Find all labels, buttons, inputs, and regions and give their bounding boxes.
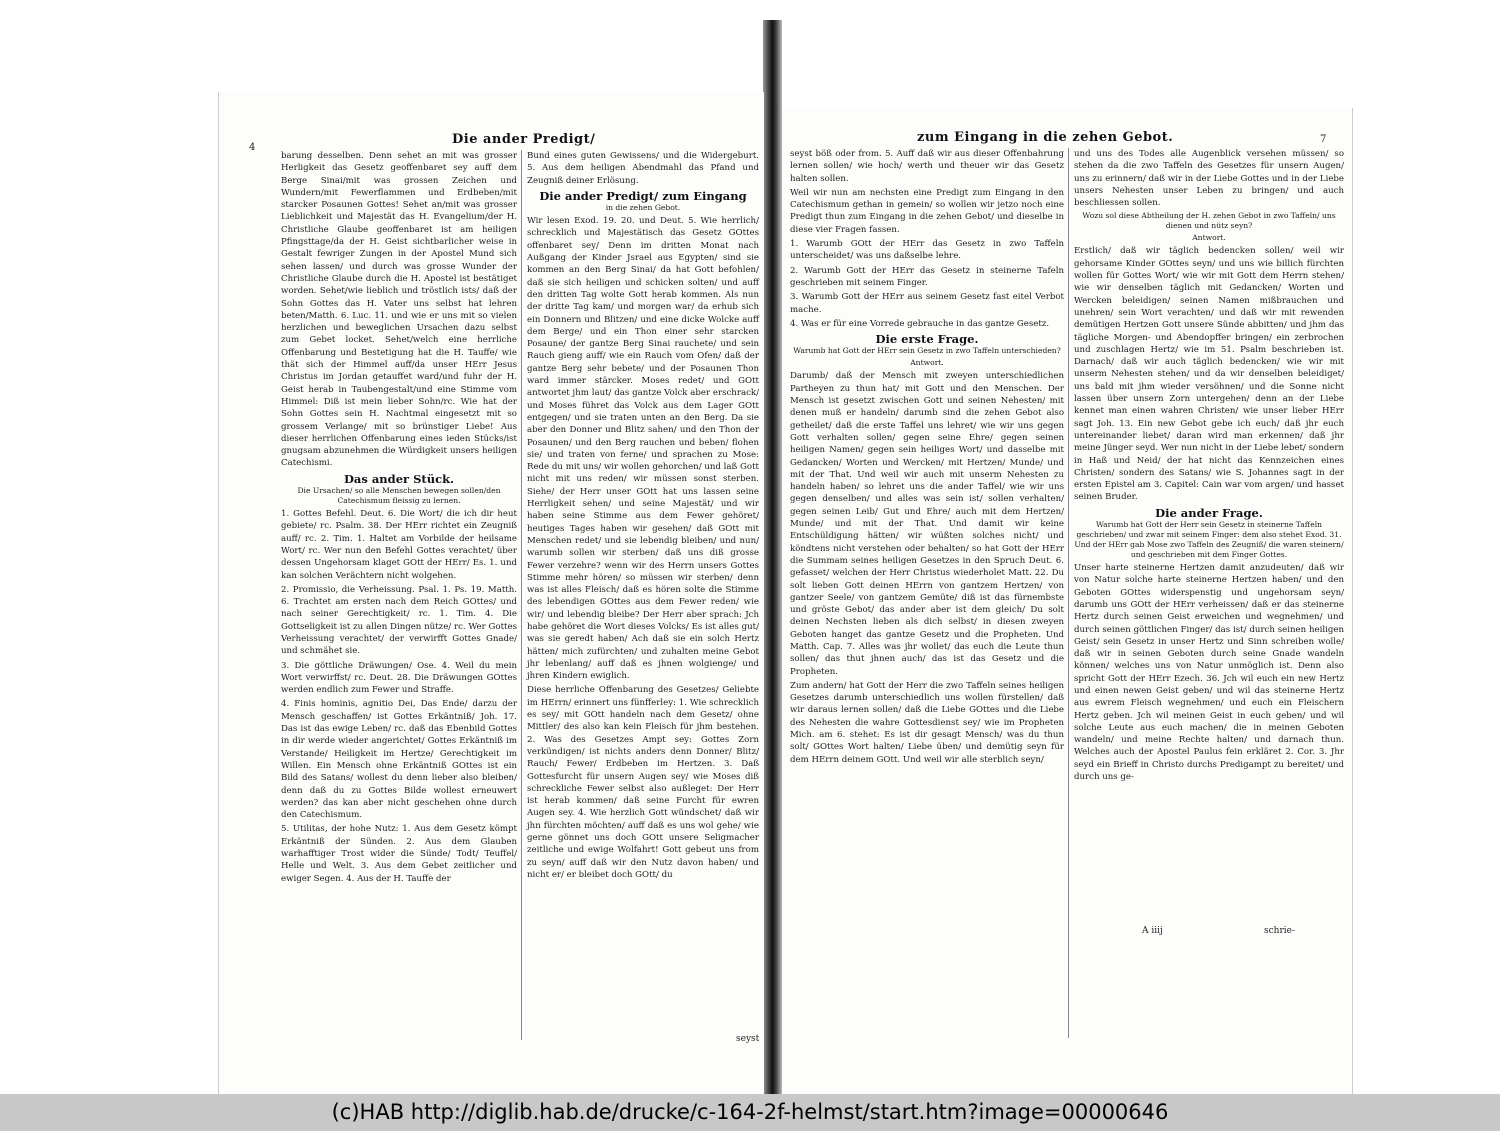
section-title: Die erste Frage. [875, 332, 979, 347]
paragraph: 5. Utilitas, der hohe Nutz: 1. Aus dem Gesetz kömpt Erkäntniß der Sünden. 2. Aus dem Glauben warhafftiger Trost wider die Sünde/ Todt/ Teuffel/ Helle und Welt. 3. Aus dem Gebet zeitlicher und ewiger Segen. 4. Aus der H. Tauffe der [281, 824, 517, 884]
running-head: zum Eingang in die zehen Gebot. [917, 130, 1174, 145]
paragraph: und uns des Todes alle Augenblick versehen müssen/ so stehen da die zwo Taffeln des Gesetzes für unsern Augen/ uns zu erinnern/ daß wir in der Liebe Gottes und in der Liebe unsers Nehesten unser Leben zu bringen/ und auch beschliessen sollen. [1074, 149, 1344, 209]
paragraph: seyst böß oder from. 5. Auff daß wir aus dieser Offenbahrung lernen sollen/ wie hoch/ werth und theuer wir das Gesetz halten sollen. [790, 149, 1064, 184]
right-column-2 [1074, 148, 1344, 1038]
left-column-2 [527, 150, 759, 1040]
page-number: 4 [249, 142, 256, 153]
signature-mark: A iiij [1142, 926, 1163, 936]
running-head: Die ander Predigt/ [452, 132, 596, 147]
paragraph: 2. Promissio, die Verheissung. Psal. 1. Ps. 19. Matth. 6. Trachtet am ersten nach dem Reich GOttes/ und nach seiner Gerechtigkeit/ rc. 1. Tim. 4. Die Gottseligkeit ist zu allen Dingen nütze/ rc. Wer Gottes Verheissung verachtet/ der verwirfft Gottes Gnade/ und schmähet sie. [281, 584, 517, 657]
paragraph: Wir lesen Exod. 19. 20. und Deut. 5. Wie herrlich/ schrecklich und Majestätisch das Gesetz GOttes offenbaret sey/ Denn im dritten Monat nach Außgang der Kinder Jsrael aus Egypten/ sind sie kommen an den Berg Sinai/ da hat Gott befohlen/ daß sie sich heiligen und schicken solten/ und auff den dritten Tag wolte Gott herab kommen. Als nun der dritte Tag kam/ und morgen war/ da erhub sich ein Donnern und Blitzen/ und eine dicke Wolcke auff dem Berge/ und ein Thon einer sehr starcken Posaune/ der gantze Berg Sinai rauchete/ und sein Rauch gieng auff/ wie ein Rauch vom Ofen/ daß der gantze Berg sehr bebete/ und der Posaunen Thon ward immer stärcker. Moses redet/ und GOtt antwortet jhm laut/ das gantze Volck aber erschrack/ und Moses führet das Volck aus dem Lager GOtt entgegen/ und sie traten unten an den Berg. Da sie aber den Donner und Blitz sahen/ und den Thon der Posaunen/ und den Berg rauchen und beben/ flohen sie/ und traten von ferne/ und sprachen zu Mose: Rede du mit uns/ wir wollen gehorchen/ und laß Gott nicht mit uns reden/ wir müssen sonst sterben. Siehe/ der Herr unser GOtt hat uns lassen seine Herrligkeit sehen/ und seine Majestät/ und wir haben seine Stimme aus dem Fewer gehöret/ heutiges Tages haben wir gesehen/ daß GOtt mit Menschen redet/ und sie lebendig bleiben/ und nun/ warumb sollen wir sterben/ daß uns diß grosse Fewer verzehre? wenn wir des Herrn unsers Gottes Stimme mehr hören/ so müssen wir sterben/ denn was ist alles Fleisch/ daß es hören solte die Stimme des lebendigen GOttes aus dem Fewer reden/ wie wir/ und lebendig bleibe? Der Herr aber sprach: Jch habe gehöret die Wort dieses Volcks/ Es ist alles gut/ was sie geredt haben/ Ach daß sie ein solch Hertz hätten/ mich zufürchten/ und zuhalten meine Gebot jhr lebenlang/ auff daß es jhnen wolgienge/ und jhren Kindern ewiglich. [527, 216, 759, 682]
list-item: 3. Warumb Gott der HErr aus seinem Gesetz fast eitel Verbot mache. [790, 292, 1064, 315]
section-subtitle: Die Ursachen/ so alle Menschen bewegen sollen/den Catechismum fleissig zu lernen. [297, 486, 501, 506]
section-subtitle: Warumb hat Gott der Herr sein Gesetz in steinerne Taffeln geschrieben/ und zwar mit seinem Finger: dem also stehet Exod. 31. Und der HErr gab Mose zwo Taffeln des Zeugniß/ die waren steinern/ und geschrieben mit dem Finger Gottes. [1074, 520, 1344, 560]
section-title: Das ander Stück. [343, 471, 455, 486]
section-subtitle: in die zehen Gebot. [605, 203, 681, 213]
list-item: 4. Was er für eine Vorrede gebrauche in das gantze Gesetz. [790, 318, 1050, 329]
book-gutter [763, 20, 782, 1102]
left-page [218, 92, 764, 1104]
paragraph: 4. Finis hominis, agnitio Dei, Das Ende/ darzu der Mensch geschaffen/ ist Gottes Erkäntniß/ Joh. 17. Das ist das ewige Leben/ rc. daß das Ebenbild Gottes in dir werde wieder angerichtet/ Gottes Erkäntniß im Verstande/ Heiligkeit im Hertze/ Gerechtigkeit im Willen. Ein Mensch ohne Erkäntniß GOttes ist ein Bild des Satans/ wollest du denn lieber also bleiben/ denn daß du zu Gottes Bilde wollest erneuwert werden? das kan aber nicht geschehen ohne durch den Catechismum. [281, 699, 517, 821]
paragraph: barung desselben. Denn sehet an mit was grosser Herligkeit das Gesetz geoffenbaret sey auff dem Berge Sinai/mit was grossen Zeichen und Wundern/mit Fewerflammen und Erdbeben/mit starcker Posaunen Gottes! Sehet an/mit was grosser Lieblichkeit und Majestät das H. Evangelium/der H. Christliche Glaube geoffenbaret ist am heiligen Pfingsttage/da der H. Geist sichtbarlicher weise in Gestalt fewriger Zungen in der Apostel Mund sich sehen lassen/ und durch was grosse Wunder der Christliche Glaube durch die H. Apostel ist bestätiget worden. Sehet/wie lieblich und tröstlich ists/ daß der Sohn Gottes das H. Vater uns selbst hat lehren beten/Matth. 6. Luc. 11. und wie er uns mit so vielen herzlichen und beweglichen Ursachen dazu selbst zum Gebet locket. Sehet/welch eine herrliche Offenbarung und Bestetigung hat die H. Tauffe/ wie thät sich der Himmel auff/da unser HErr Jesus Christus im Jordan getauffet ward/und fuhr der H. Geist herab in Taubengestalt/und eine Stimme vom Himmel: Diß ist mein lieber Sohn/rc. Wie hat der Sohn Gottes sein H. Nachtmal eingesetzt mit so grossem Verlange/ mit so brünstiger Liebe! Aus dieser herrlichen Offenbarung eines ieden Stücks/ist gnugsam abzunehmen die Würdigkeit unsers heiligen Catechismi. [281, 151, 517, 469]
paragraph: Diese herrliche Offenbarung des Gesetzes/ Geliebte im HErrn/ erinnert uns fünfferley: 1. Wie schrecklich es sey/ mit GOtt handeln nach dem Gesetz/ ohne Mittler/ des also kan kein Fleisch für jhm bestehen. 2. Was des Gesetzes Ampt sey: Gottes Zorn verkündigen/ ist nichts anders denn Donner/ Blitz/ Rauch/ Fewer/ Erdbeben im Hertzen. 3. Daß Gottesfurcht für unsern Augen sey/ wie Moses diß schreckliche Fewer selbst also außleget: Der Herr ist herab kommen/ daß seine Furcht für ewren Augen sey. 4. Wie herzlich Gott wündschet/ daß wir jhn fürchten möchten/ auff daß es uns wol gehe/ wie gerne gönnet uns doch GOtt unsere Seligmacher zeitliche und ewige Wolfahrt! Gott gebeut uns from zu seyn/ auff daß wir den Nutz davon haben/ und nicht er/ er bleibet doch GOtt/ du [527, 685, 759, 880]
column-divider [1068, 148, 1069, 1038]
paragraph: Unser harte steinerne Hertzen damit anzudeuten/ daß wir von Natur solche harte steinerne Hertzen haben/ und den Geboten GOttes widerspenstig und ungehorsam seyn/ darumb uns GOtt der HErr verheissen/ daß er das steinerne Hertz durch seinen Geist erweichen und wegnehmen/ und durch seinen göttlichen Finger/ das ist/ durch seinen heiligen Geist/ sein Gesetz in unser Hertz und Sinn schreiben wolle/ daß wir in seinen Geboten durch seine Gnade wandeln können/ welches uns von Natur unmöglich ist. Denn also spricht Gott der HErr Ezech. 36. Jch wil euch ein new Hertz und einen newen Geist geben/ und wil das steinerne Hertz aus ewrem Fleisch wegnehmen/ und euch ein Fleischern Hertz geben. Jch wil meinen Geist in euch geben/ und wil solche Leute aus euch machen/ die in meinen Geboten wandeln/ und meine Rechte halten/ und darnach thun. Welches auch der Apostel Paulus fein erkläret 2. Cor. 3. Jhr seyd ein Brieff in Christo durchs Predigampt zu bereitet/ und durch uns ge- [1074, 563, 1344, 783]
catchword: seyst [736, 1034, 760, 1044]
paragraph: 3. Die göttliche Dräwungen/ Ose. 4. Weil du mein Wort verwirffst/ rc. Deut. 28. Die Dräwungen GOttes werden endlich zum Fewer und Straffe. [281, 660, 517, 696]
footer-url: (c)HAB http://diglib.hab.de/drucke/c-164-2f-helmst/start.htm?image=00000646 [331, 1100, 1169, 1124]
answer-label: Antwort. [910, 358, 944, 368]
paragraph: Bund eines guten Gewissens/ und die Widergeburt. 5. Aus dem heiligen Abendmahl das Pfand und Zeugniß deiner Erlösung. [527, 151, 759, 186]
paragraph: 1. Gottes Befehl. Deut. 6. Die Wort/ die ich dir heut gebiete/ rc. Psalm. 38. Der HErr richtet ein Zeugniß auff/ rc. 2. Tim. 1. Haltet am Vorbilde der heilsame Wort/ rc. Wer nun den Befehl Gottes verachtet/ über dessen Ungehorsam klaget GOtt der HErr/ Es. 1. und kan solchen Verächtern nicht wolgehen. [281, 509, 517, 581]
page-number: 7 [1320, 134, 1327, 145]
section-title: Die ander Frage. [1155, 505, 1263, 520]
paragraph: Erstlich/ daß wir täglich bedencken sollen/ weil wir gehorsame Kinder GOttes seyn/ und uns wie billich fürchten wollen für Gottes Wort/ wie wir mit Gott dem Herrn stehen/ wie wir denselben täglich mit Gedancken/ Worten und Wercken beleidigen/ seinen Namen mißbrauchen und unehren/ sein Wort verachten/ und daß wir mit rewenden demütigen Hertzen Gott unsere Sünde abbitten/ und jhm das tägliche Morgen- und Abendopffer bringen/ ein zerbrochen und zuschlagen Hertz/ wie im 51. Psalm beschrieben ist. Darnach/ daß wir auch täglich bedencken/ wie wir mit unserm Nehesten stehen/ und da wir denselben beleidiget/ uns bald mit jhm wieder versöhnen/ und die Sonne nicht lassen über unsern Zorn untergehen/ denn an der Liebe kennet man einen wahren Christen/ wie unser lieber HErr sagt Joh. 13. Ein new Gebot gebe ich euch/ daß jhr euch untereinander liebet/ daran wird man erkennen/ daß jhr meine Jünger seyd. Wer nun nicht in der Liebe lebet/ sondern in Haß und Neid/ der hat nicht das Kennzeichen eines Christen/ sondern des Satans/ wie S. Johannes sagt in der ersten Epistel am 3. Capitel: Cain war vom argen/ und hasset seinen Bruder. [1074, 246, 1344, 503]
paragraph: Darumb/ daß der Mensch mit zweyen unterschiedlichen Partheyen zu thun hat/ mit Gott und den Menschen. Der Mensch ist gesetzt zwischen Gott und seinen Nehesten/ mit denen muß er handeln/ darumb sind die zehen Gebot also getheilet/ daß die erste Taffel uns lehret/ wie wir uns gegen Gott verhalten sollen/ gegen seine Ehre/ gegen seinen heiligen Namen/ gegen sein heiliges Wort/ und dasselbe mit Gedancken/ Worten und Wercken/ mit Hertzen/ Munde/ und mit der That. Und weil wir auch mit unserm Nehesten zu handeln haben/ so lehret uns die ander Taffel/ wie wir uns gegen denselben/ und alles was sein ist/ sollen verhalten/ gegen seinen Leib/ Gut und Ehre/ auch mit dem Hertzen/ Munde/ und mit der That. Und damit wir keine Entschüldigung hätten/ wir wüßten solches nicht/ und köndtens nicht verstehen oder behalten/ so hat Gott der HErr die Summam seines heiligen Gesetzes in den Spruch Deut. 6. gefasset/ welchen der Herr Christus wiederholet Matt. 22. Du solt lieben Gott deinen HErrn von gantzem Hertzen/ von gantzer Seele/ von gantzem Gemüte/ diß ist das fürnembste und gröste Gebot/ das ander aber ist dem gleich/ Du solt deinen Nechsten lieben als dich selbst/ in diesen zweyen Geboten hanget das gantze Gesetz und die Propheten. Und Matth. Cap. 7. Alles was jhr wollet/ das euch die Leute thun sollen/ das thut jhnen auch/ das ist das Gesetz und die Propheten. [790, 371, 1064, 677]
right-column-1 [790, 148, 1064, 1038]
list-item: 2. Warumb Gott der HErr das Gesetz in steinerne Tafeln geschrieben mit seinem Finger. [790, 265, 1064, 288]
right-page [782, 108, 1353, 1102]
section-subtitle: Warumb hat Gott der HErr sein Gesetz in zwo Taffeln unterschieden? [793, 346, 1061, 356]
question-line: Wozu sol diese Abtheilung der H. zehen Gebot in zwo Taffeln/ uns dienen und nütz seyn? [1082, 211, 1336, 231]
paragraph: Weil wir nun am nechsten eine Predigt zum Eingang in den Catechismum gethan in gemein/ so wollen wir jetzo noch eine Predigt thun zum Eingang in die zehen Gebot/ und dieselbe in diese vier Fragen fassen. [790, 187, 1064, 235]
column-divider [521, 150, 522, 1040]
left-column-1 [281, 150, 517, 1040]
paragraph: Zum andern/ hat Gott der Herr die zwo Taffeln seines heiligen Gesetzes darumb unterschiedlich uns wollen fürstellen/ daß wir daraus lernen sollen/ daß die Liebe GOttes und die Liebe des Nehesten die wahre Gottesdienst sey/ wie im Propheten Mich. am 6. stehet: Es ist dir gesagt Mensch/ was du thun solt/ GOttes Wort halten/ Liebe üben/ und demütig seyn für dem HErrn deinem GOtt. Und weil wir alle sterblich seyn/ [790, 680, 1064, 765]
footer-bar [0, 1094, 1500, 1131]
answer-label: Antwort. [1192, 233, 1226, 243]
catchword: schrie- [1264, 926, 1296, 936]
list-item: 1. Warumb GOtt der HErr das Gesetz in zwo Taffeln unterscheidet/ was uns daßselbe lehre. [790, 239, 1064, 262]
section-title: Die ander Predigt/ zum Eingang [539, 188, 747, 203]
